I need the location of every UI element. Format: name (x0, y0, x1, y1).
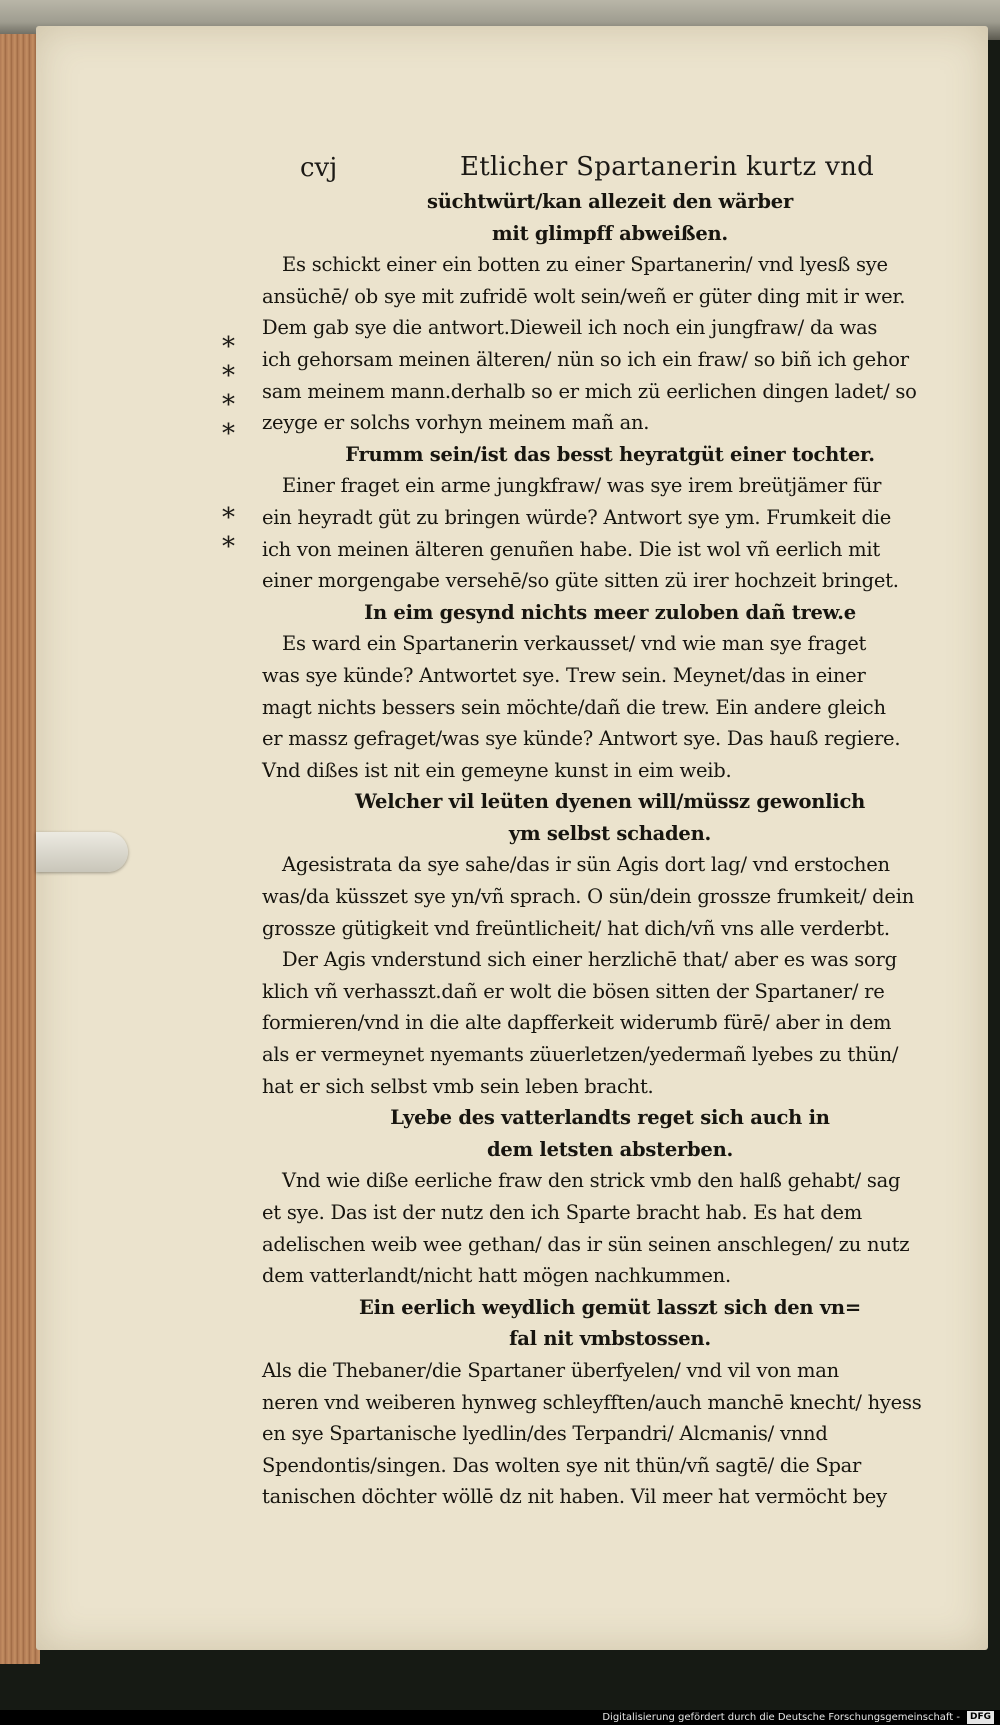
margin-asterisk: * (222, 419, 235, 449)
section-1 (262, 186, 958, 439)
text-line: Einer fraget ein arme jungkfraw/ was sye irem breütjämer für (282, 474, 882, 498)
text-line: ansüchē/ ob sye mit zufridē wolt sein/weñ er güter ding mit ir wer. (262, 284, 906, 308)
dfg-logo: DFG (967, 1711, 994, 1724)
running-head: Etlicher Spartanerin kurtz vnd (460, 152, 875, 182)
text-line: en sye Spartanische lyedlin/des Terpandri/ Alcmanis/ vnnd (262, 1422, 828, 1446)
section-4 (262, 786, 958, 1102)
heading-line: mit glimpff abweißen. (492, 221, 728, 245)
folio-number: cvj (300, 153, 338, 183)
text-line: formieren/vnd in die alte dapfferkeit widerumb fürē/ aber in dem (262, 1011, 892, 1035)
margin-asterisk: * (222, 332, 235, 362)
text-line: Als die Thebaner/die Spartaner überfyelen/ vnd vil von man (262, 1358, 839, 1382)
text-line: Dem gab sye die antwort.Dieweil ich noch ein jungfraw/ da was (262, 316, 878, 340)
text-line: Der Agis vnderstund sich einer herzlichē that/ aber es was sorg (282, 948, 897, 972)
section-paragraph (262, 1165, 958, 1291)
text-line: Vnd dißes ist nit ein gemeyne kunst in eim weib. (262, 758, 732, 782)
section-heading (262, 597, 958, 629)
section-paragraph (262, 628, 958, 786)
section-heading (262, 786, 958, 849)
text-line: zeyge er solchs vorhyn meinem mañ an. (262, 411, 650, 435)
text-line: neren vnd weiberen hynweg schleyfften/auch manchē knecht/ hyess (262, 1390, 922, 1414)
text-line: ein heyradt güt zu bringen würde? Antwort sye ym. Frumkeit die (262, 505, 892, 529)
text-line: sam meinem mann.derhalb so er mich zü eerlichen dingen ladet/ so (262, 379, 917, 403)
section-5 (262, 1102, 958, 1292)
heading-line: Frumm sein/ist das besst heyratgüt einer tochter. (345, 442, 875, 466)
text-line: er massz gefraget/was sye künde? Antwort sye. Das hauß regiere. (262, 727, 901, 751)
text-line: ich gehorsam meinen älteren/ nün so ich ein fraw/ so biñ ich gehor (262, 347, 909, 371)
heading-line: ym selbst schaden. (508, 821, 712, 845)
book-left-pages (0, 34, 40, 1664)
heading-line: Lyebe des vatterlandts reget sich auch in (390, 1106, 830, 1130)
text-line: Agesistrata da sye sahe/das ir sün Agis dort lag/ vnd erstochen (282, 853, 890, 877)
section-heading (262, 1102, 958, 1165)
margin-asterisk: * (222, 503, 235, 533)
section-heading (262, 439, 958, 471)
section-paragraph (262, 470, 958, 596)
section-6 (262, 1292, 958, 1513)
text-line: Es schickt einer ein botten zu einer Spartanerin/ vnd lyesß sye (282, 253, 888, 277)
heading-line: fal nit vmbstossen. (509, 1327, 711, 1351)
text-line: Spendontis/singen. Das wolten sye nit thün/vñ sagtē/ die Spar (262, 1453, 862, 1477)
text-line: dem vatterlandt/nicht hatt mögen nachkummen. (262, 1264, 731, 1288)
section-paragraph (262, 1355, 958, 1513)
digitization-credit: Digitalisierung gefördert durch die Deutsche Forschungsgemeinschaft - (602, 1712, 960, 1723)
margin-asterisk: * (222, 361, 235, 391)
text-line: Es ward ein Spartanerin verkausset/ vnd wie man sye fraget (282, 632, 867, 656)
heading-line: süchtwürt/kan allezeit den wärber (426, 190, 793, 213)
text-line: grossze gütigkeit vnd freüntlicheit/ hat dich/vñ vns alle verderbt. (262, 916, 890, 940)
heading-line: dem letsten absterben. (486, 1137, 734, 1161)
heading-line: In eim gesynd nichts meer zuloben dañ trew.e (364, 600, 856, 624)
text-line: Vnd wie diße eerliche fraw den strick vmb den halß gehabt/ sag (282, 1169, 901, 1193)
text-line: hat er sich selbst vmb sein leben bracht. (262, 1074, 654, 1098)
heading-line: Welcher vil leüten dyenen will/müssz gewonlich (354, 790, 865, 814)
section-paragraph (262, 849, 958, 1102)
text-line: was/da küsszet sye yn/vñ sprach. O sün/dein grossze frumkeit/ dein (262, 885, 915, 909)
text-line: et sye. Das ist der nutz den ich Sparte bracht hab. Es hat dem (262, 1201, 862, 1224)
text-line: was sye künde? Antwortet sye. Trew sein. Meynet/das in einer (262, 663, 866, 687)
section-2 (262, 439, 958, 597)
text-line: adelischen weib wee gethan/ das ir sün seinen anschlegen/ zu nutz (262, 1232, 910, 1256)
page-clip (36, 832, 128, 872)
page-text (262, 186, 958, 1513)
text-line: magt nichts bessers sein möchte/dañ die trew. Ein andere gleich (262, 695, 886, 719)
heading-line: Ein eerlich weydlich gemüt lasszt sich den vn= (359, 1295, 861, 1319)
text-line: tanischen döchter wöllē dz nit haben. Vil meer hat vermöcht bey (262, 1485, 887, 1509)
section-heading (262, 1292, 958, 1355)
text-line: klich vñ verhasszt.dañ er wolt die bösen sitten der Spartaner/ re (262, 979, 885, 1003)
section-3 (262, 597, 958, 787)
margin-asterisk: * (222, 390, 235, 420)
margin-asterisk: * (222, 532, 235, 562)
text-line: ich von meinen älteren genuñen habe. Die ist wol vñ eerlich mit (262, 537, 880, 561)
section-heading (262, 186, 958, 249)
text-line: einer morgengabe versehē/so güte sitten zü irer hochzeit bringet. (262, 569, 899, 593)
text-line: als er vermeynet nyemants züuerletzen/yedermañ lyebes zu thün/ (262, 1043, 899, 1067)
section-paragraph (262, 249, 958, 439)
